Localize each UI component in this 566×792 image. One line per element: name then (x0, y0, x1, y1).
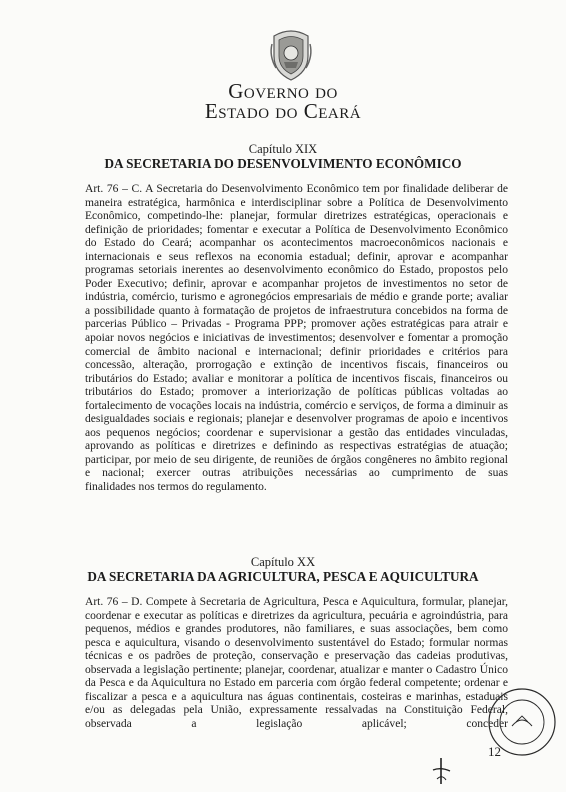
chapter-heading: Capítulo XIX (248, 142, 318, 156)
article-paragraph (85, 596, 508, 731)
article-text: Art. 76 – D. Compete à Secretaria de Agricultura, Pesca e Aquicultura, formular, planejar, coordenar e executar as políticas e diretrizes da agricultura, pecuária e agroindústria, para pequenos, médios e grandes produtores, não familiares, e suas associações, bem como pesca e aquicultura, visando o desenvolvimento sustentável do Estado; formular normas técnicas e os padrões de proteção, conservação e preservação das cadeias produtivas, observada a legislação pertinente; planejar, coordenar, atualizar e manter o Cadastro Único da Pesca e da Aquicultura no Estado em parceria com órgão federal competente; ordenar e fiscalizar a pesca e a aquicultura nas águas continentais, costeiras e marinhas, estaduais e/ou as delegadas pela União, expressamente ressalvadas na Constituição Federal, observada a legislação aplicável; conceder (85, 596, 508, 730)
government-header-line1: Governo do (228, 79, 338, 103)
article-paragraph (85, 183, 508, 495)
page-number: 12 (488, 744, 501, 759)
handwritten-initial-icon (428, 756, 454, 786)
state-coat-of-arms-icon (268, 26, 314, 82)
article-text-last-line: finalidades nos termos do regulamento. (85, 481, 267, 494)
government-header-line2: Estado do Ceará (204, 99, 362, 123)
chapter-heading: Capítulo XX (250, 555, 316, 569)
chapter-title: DA SECRETARIA DA AGRICULTURA, PESCA E AQUICULTURA (87, 569, 479, 584)
chapter-title: DA SECRETARIA DO DESENVOLVIMENTO ECONÔMICO (104, 156, 462, 171)
article-text: Art. 76 – C. A Secretaria do Desenvolvimento Econômico tem por finalidade deliberar de maneira estratégica, harmônica e interdisciplinar sobre a Política de Desenvolvimento Econômico, competindo-lhe: planejar, formular diretrizes estratégicas, operacionais e definição de prioridades; fomentar e executar a Política de Desenvolvimento Econômico do Estado do Ceará; acompanhar os acontecimentos macroeconômicos nacionais e internacionais e seus reflexos na economia estadual; definir, aprovar e acompanhar programas setoriais inerentes ao desenvolvimento econômico do Estado, propostos pelo Poder Executivo; definir, aprovar e acompanhar projetos de investimentos no setor de indústria, comércio, turismo e agronegócios empresariais de médio e grande porte; avaliar a possibilidade quanto à formatação de projetos de infraestrutura concebidos na forma de parcerias Público – Privadas - Programa PPP; promover ações estratégicas para atrair e apoiar novos negócios e iniciativas de investimentos; desenvolver e fomentar a promoção comercial de âmbito nacional e internacional; definir prioridades e critérios para concessão, alteração, prorrogação e extinção de incentivos fiscais, financeiros ou tributários do Estado; avaliar e monitorar a política de incentivos fiscais, financeiros ou tributários do Estado; promover a interiorização de políticas públicas voltadas ao fortalecimento de vocações locais na indústria, comércio e serviços, de forma a diminuir as desigualdades sociais e regionais; planejar e desenvolver programas de apoio e incentivos aos pequenos negócios; coordenar e supervisionar a gestão das entidades vinculadas, aprovando as políticas e diretrizes e definindo as respectivas estratégias de atuação; participar, por meio de seu dirigente, de reuniões de órgãos congêneres no âmbito regional e nacional; exercer outras atribuições necessárias ao cumprimento de suas (85, 183, 508, 480)
